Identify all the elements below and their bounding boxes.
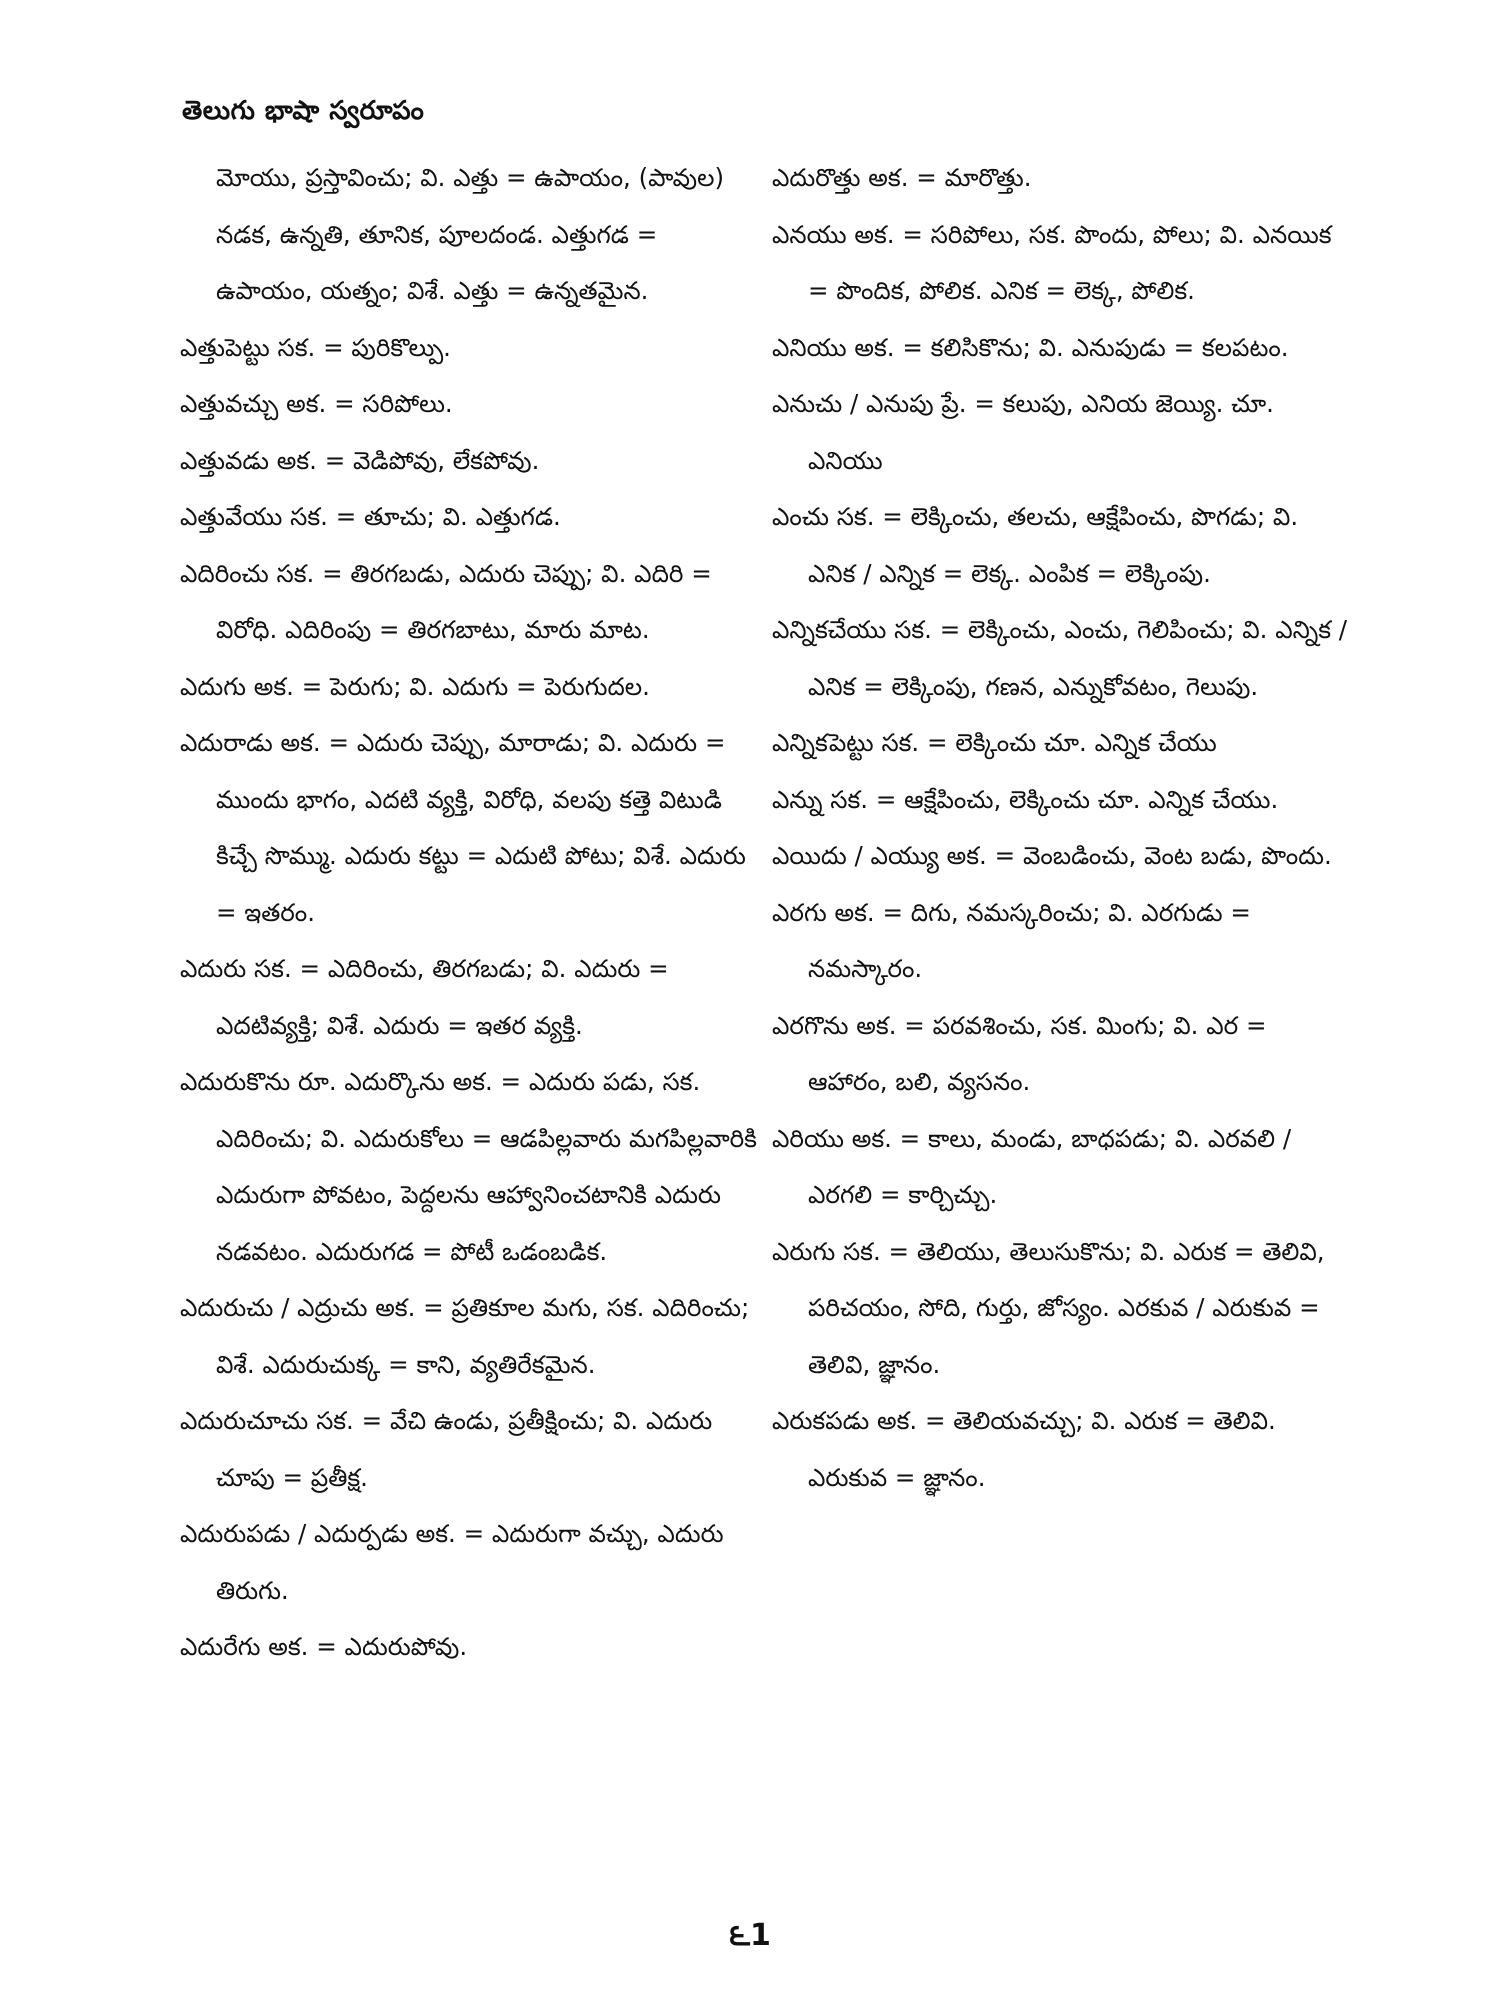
page-number: ౬1 — [729, 1918, 771, 1953]
left-column — [180, 150, 760, 1676]
running-head-title: తెలుగు భాషా స్వరూపం — [182, 96, 425, 126]
dictionary-entry: ఎరుకపడు అక. = తెలియవచ్చు; వి. ఎరుక = తెలివి. ఎరుకువ = జ్ఞానం. — [772, 1406, 1276, 1492]
dictionary-entry: ఎత్తువచ్చు అక. = సరిపోలు. — [180, 389, 453, 418]
dictionary-entry: ఎనయు అక. = సరిపోలు, సక. పొందు, పోలు; వి. ఎనయిక = పొందిక, పోలిక. ఎనిక = లెక్క, పోలిక. — [772, 219, 1332, 305]
dictionary-entry: ఎదురొత్తు అక. = మారొత్తు. — [772, 163, 1032, 192]
dictionary-entry: ఎయిదు / ఎయ్యు అక. = వెంబడించు, వెంట బడు, పొందు. — [772, 841, 1332, 870]
dictionary-entry: ఎదురేగు అక. = ఎదురుపోవు. — [180, 1632, 468, 1661]
dictionary-entry: ఎనియు అక. = కలిసికొను; వి. ఎనుపుడు = కలపటం. — [772, 332, 1289, 362]
dictionary-entry: ఎదురుపడు / ఎదుర్పడు అక. = ఎదురుగా వచ్చు, ఎదురు తిరుగు. — [180, 1519, 724, 1605]
dictionary-entry: ఎత్తువడు అక. = వెడిపోవు, లేకపోవు. — [180, 445, 540, 475]
dictionary-entry: ఎన్ను సక. = ఆక్షేపించు, లెక్కించు చూ. ఎన్నిక చేయు. — [772, 784, 1279, 814]
right-column — [772, 150, 1352, 1506]
dictionary-entry: ఎన్నికచేయు సక. = లెక్కించు, ఎంచు, గెలిపించు; వి. ఎన్నిక / ఎనిక = లెక్కింపు, గణన, ఎన్నుకోవటం, గెలుపు. — [772, 615, 1348, 701]
dictionary-entry: ఎదురుచు / ఎద్రుచు అక. = ప్రతికూల మగు, సక. ఎదిరించు; విశే. ఎదురుచుక్క = కాని, వ్యతిరేకమైన. — [180, 1293, 750, 1379]
dictionary-entry: ఎరియు అక. = కాలు, మండు, బాధపడు; వి. ఎరవలి / ఎరగలి = కార్చిచ్చు. — [772, 1123, 1292, 1209]
dictionary-entry: ఎరగొను అక. = పరవశించు, సక. మింగు; వి. ఎర = ఆహారం, బలి, వ్యసనం. — [772, 1010, 1267, 1096]
dictionary-entry: మోయు, ప్రస్తావించు; వి. ఎత్తు = ఉపాయం, (పావుల) నడక, ఉన్నతి, తూనిక, పూలదండ. ఎత్తుగడ = ఉపాయం, యత్నం; విశే. ఎత్తు = ఉన్నతమైన. — [216, 163, 725, 305]
dictionary-entry: ఎదురు సక. = ఎదిరించు, తిరగబడు; వి. ఎదురు = ఎదటివ్యక్తి; విశే. ఎదురు = ఇతర వ్యక్తి. — [180, 954, 669, 1040]
dictionary-entry: ఎంచు సక. = లెక్కించు, తలచు, ఆక్షేపించు, పొగడు; వి. ఎనిక / ఎన్నిక = లెక్క. ఎంపిక = లెక్కింపు. — [772, 502, 1299, 588]
dictionary-entry: ఎరగు అక. = దిగు, నమస్కరించు; వి. ఎరగుడు = నమస్కారం. — [772, 897, 1251, 983]
dictionary-entry: ఎత్తుపెట్టు సక. = పురికొల్పు. — [180, 332, 451, 362]
dictionary-entry: ఎదురుచూచు సక. = వేచి ఉండు, ప్రతీక్షించు; వి. ఎదురు చూపు = ప్రతీక్ష. — [180, 1406, 713, 1492]
dictionary-entry: ఎనుచు / ఎనుపు ప్రే. = కలుపు, ఎనియ జెయ్యి. చూ. ఎనియు — [772, 389, 1274, 475]
dictionary-entry: ఎదురుకొను రూ. ఎదుర్కొను అక. = ఎదురు పడు, సక. ఎదిరించు; వి. ఎదురుకోలు = ఆడపిల్లవారు మగపిల్లవారికి ఎదురుగా పోవటం, పెద్దలను ఆహ్వానించటానికి ఎదురు నడవటం. ఎదురుగడ = పోటీ ఒడంబడిక. — [180, 1067, 757, 1266]
dictionary-entry: ఎత్తువేయు సక. = తూచు; వి. ఎత్తుగడ. — [180, 502, 561, 531]
dictionary-entry: ఎదుగు అక. = పెరుగు; వి. ఎదుగు = పెరుగుదల. — [180, 671, 650, 701]
dictionary-entry: ఎదురాడు అక. = ఎదురు చెప్పు, మారాడు; వి. ఎదురు = ముందు భాగం, ఎదటి వ్యక్తి, విరోధి, వలపు కత్తె విటుడి కిచ్చే సొమ్ము. ఎదురు కట్టు = ఎదుటి పోటు; విశే. ఎదురు = ఇతరం. — [180, 728, 746, 927]
dictionary-entry: ఎరుగు సక. = తెలియు, తెలుసుకొను; వి. ఎరుక = తెలివి, పరిచయం, సోది, గుర్తు, జోస్యం. ఎరకువ / ఎరుకువ = తెలివి, జ్ఞానం. — [772, 1236, 1325, 1379]
dictionary-entry: ఎన్నికపెట్టు సక. = లెక్కించు చూ. ఎన్నిక చేయు — [772, 728, 1217, 757]
dictionary-entry: ఎదిరించు సక. = తిరగబడు, ఎదురు చెప్పు; వి. ఎదిరి = విరోధి. ఎదిరింపు = తిరగబాటు, మారు మాట. — [180, 558, 712, 644]
